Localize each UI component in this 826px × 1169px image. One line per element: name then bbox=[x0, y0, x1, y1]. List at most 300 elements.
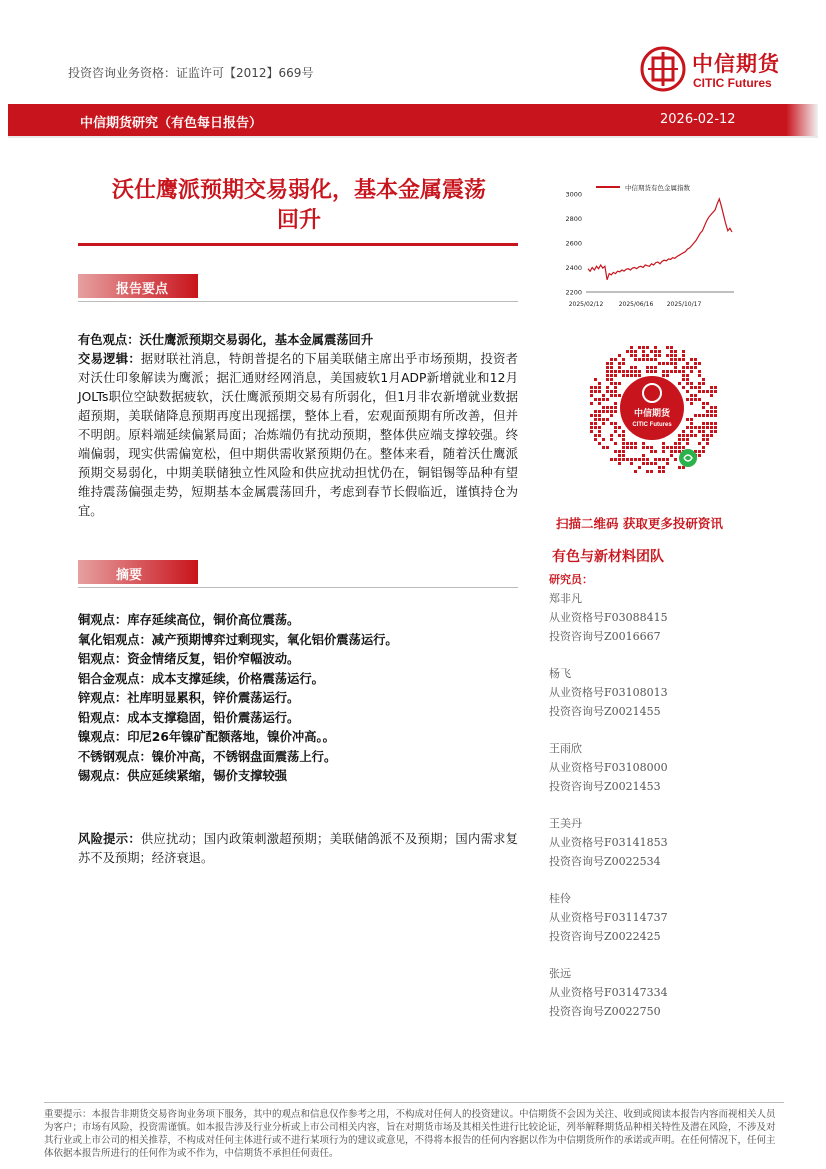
qr-module bbox=[702, 450, 705, 453]
qr-module bbox=[590, 390, 593, 393]
qr-module bbox=[626, 442, 629, 445]
qr-module bbox=[678, 450, 681, 453]
qr-module bbox=[642, 446, 645, 449]
qr-module bbox=[658, 470, 661, 473]
qr-module bbox=[658, 354, 661, 357]
qr-module bbox=[670, 446, 673, 449]
qr-module bbox=[610, 370, 613, 373]
qr-module bbox=[614, 386, 617, 389]
qr-module bbox=[682, 370, 685, 373]
qr-module bbox=[610, 390, 613, 393]
qr-module bbox=[634, 350, 637, 353]
qr-module bbox=[602, 418, 605, 421]
qr-module bbox=[678, 370, 681, 373]
qr-module bbox=[590, 430, 593, 433]
qr-module bbox=[634, 366, 637, 369]
qr-module bbox=[598, 418, 601, 421]
qr-module bbox=[654, 350, 657, 353]
qr-module bbox=[690, 402, 693, 405]
qr-module bbox=[646, 446, 649, 449]
qr-module bbox=[710, 414, 713, 417]
list-item: 锡观点：供应延续紧缩，锡价支撑较强 bbox=[78, 769, 288, 783]
qr-module bbox=[638, 374, 641, 377]
qr-module bbox=[614, 450, 617, 453]
qr-module bbox=[694, 414, 697, 417]
qr-module bbox=[698, 386, 701, 389]
qr-module bbox=[618, 366, 621, 369]
qr-module bbox=[594, 438, 597, 441]
qr-module bbox=[638, 370, 641, 373]
qr-module bbox=[606, 370, 609, 373]
qr-module bbox=[666, 458, 669, 461]
researcher-advisor: 投资咨询号Z0016667 bbox=[549, 630, 661, 643]
qr-module bbox=[646, 358, 649, 361]
qr-module bbox=[622, 374, 625, 377]
qr-module bbox=[634, 470, 637, 473]
qr-module bbox=[626, 350, 629, 353]
qr-module bbox=[702, 378, 705, 381]
qr-module bbox=[650, 462, 653, 465]
qr-module bbox=[634, 458, 637, 461]
logo-cn-text: 中信期货 bbox=[692, 52, 780, 76]
qr-module bbox=[698, 370, 701, 373]
qr-module bbox=[694, 366, 697, 369]
qr-module bbox=[710, 394, 713, 397]
key-points-body bbox=[78, 331, 518, 521]
qr-module bbox=[622, 454, 625, 457]
qr-module bbox=[606, 366, 609, 369]
list-item: 不锈钢观点：镍价冲高，不锈钢盘面震荡上行。 bbox=[78, 749, 337, 764]
report-title bbox=[76, 176, 522, 236]
qr-module bbox=[658, 458, 661, 461]
qr-module bbox=[618, 370, 621, 373]
qr-module bbox=[626, 370, 629, 373]
qr-module bbox=[674, 354, 677, 357]
qr-module bbox=[610, 410, 613, 413]
metals-index-chart bbox=[548, 178, 748, 314]
qr-module bbox=[670, 354, 673, 357]
qr-module bbox=[602, 398, 605, 401]
qr-module bbox=[630, 370, 633, 373]
qr-module bbox=[674, 366, 677, 369]
qr-module bbox=[590, 394, 593, 397]
qr-module bbox=[610, 406, 613, 409]
qr-module bbox=[670, 346, 673, 349]
qr-module bbox=[610, 458, 613, 461]
qr-module bbox=[666, 462, 669, 465]
researcher-advisor: 投资咨询号Z0021455 bbox=[549, 705, 661, 718]
qr-module bbox=[646, 462, 649, 465]
qr-module bbox=[638, 458, 641, 461]
qr-module bbox=[682, 374, 685, 377]
qr-module bbox=[606, 418, 609, 421]
qr-module bbox=[654, 358, 657, 361]
section-header-key-points bbox=[78, 274, 518, 298]
risk-text: 供应扰动；国内政策刺激超预期；美联储鸽派不及预期；国内需求复苏不及预期；经济衰退。 bbox=[78, 832, 518, 865]
risk-label: 风险提示： bbox=[78, 832, 141, 846]
qr-module bbox=[642, 350, 645, 353]
qr-module bbox=[686, 390, 689, 393]
qr-module bbox=[694, 434, 697, 437]
qr-module bbox=[674, 358, 677, 361]
qr-module bbox=[690, 358, 693, 361]
qr-module bbox=[698, 414, 701, 417]
qr-module bbox=[654, 450, 657, 453]
qr-module bbox=[646, 370, 649, 373]
qr-module bbox=[674, 442, 677, 445]
qr-module bbox=[666, 346, 669, 349]
qr-module bbox=[630, 346, 633, 349]
qr-module bbox=[714, 422, 717, 425]
legend-label: 中信期货有色金属指数 bbox=[625, 184, 690, 192]
qr-module bbox=[610, 438, 613, 441]
qr-module bbox=[614, 382, 617, 385]
qr-module bbox=[710, 390, 713, 393]
qr-module bbox=[662, 470, 665, 473]
qr-module bbox=[602, 394, 605, 397]
researcher-entry bbox=[549, 889, 668, 946]
list-item: 铅观点：成本支撑稳固，铅价震荡运行。 bbox=[78, 710, 300, 725]
report-date: 2026-02-12 bbox=[660, 112, 736, 127]
disclaimer: 重要提示：本报告非期货交易咨询业务项下服务，其中的观点和信息仅作参考之用，不构成对任何人的投资建议。中信期货不会因为关注、收到或阅读本报告内容而视相关人员为客户；市场有风险，投资需谨慎。如本报告涉及行业分析或上市公司相关内容，旨在对期货市场及其相关性进行比较论证，列举解释期货品种相关特性及潜在风险，不涉及对其行业或上市公司的相关推荐，不构成对任何主体进行或不进行某项行为的建议或意见，不得将本报告的任何内容据以作为中信期货所作的承诺或声明。在任何情况下，任何主体依据本报告所进行的任何作为或不作为，中信期货不承担任何责任。 bbox=[44, 1109, 776, 1159]
qr-module bbox=[698, 362, 701, 365]
qr-module bbox=[606, 386, 609, 389]
footer-divider bbox=[44, 1102, 784, 1103]
qr-module bbox=[642, 346, 645, 349]
qr-module bbox=[686, 418, 689, 421]
qr-module bbox=[622, 370, 625, 373]
qr-module bbox=[602, 410, 605, 413]
qr-module bbox=[590, 422, 593, 425]
qr-module bbox=[702, 446, 705, 449]
team-name: 有色与新材料团队 bbox=[552, 549, 664, 565]
qr-module bbox=[610, 358, 613, 361]
qr-module bbox=[674, 362, 677, 365]
qr-module bbox=[706, 410, 709, 413]
qr-module bbox=[678, 442, 681, 445]
qr-module bbox=[638, 346, 641, 349]
qr-module bbox=[670, 362, 673, 365]
report-title-line2: 回升 bbox=[276, 208, 321, 233]
qr-code[interactable] bbox=[584, 325, 720, 507]
qr-module bbox=[710, 410, 713, 413]
qr-module bbox=[638, 466, 641, 469]
qr-module bbox=[714, 390, 717, 393]
qr-module bbox=[682, 366, 685, 369]
qr-caption: 扫描二维码 获取更多投研资讯 bbox=[556, 516, 723, 531]
qr-module bbox=[610, 374, 613, 377]
y-tick-label: 2800 bbox=[565, 215, 582, 223]
qr-module bbox=[634, 358, 637, 361]
qr-module bbox=[682, 446, 685, 449]
qr-module bbox=[590, 426, 593, 429]
qr-module bbox=[674, 350, 677, 353]
qr-module bbox=[686, 382, 689, 385]
qr-module bbox=[602, 422, 605, 425]
qr-module bbox=[698, 450, 701, 453]
qr-module bbox=[622, 458, 625, 461]
researcher-advisor: 投资咨询号Z0021453 bbox=[549, 780, 661, 793]
y-tick-label: 2200 bbox=[565, 288, 582, 297]
qr-module bbox=[662, 442, 665, 445]
qr-module bbox=[662, 374, 665, 377]
qr-module bbox=[634, 446, 637, 449]
qr-module bbox=[714, 414, 717, 417]
qr-module bbox=[702, 382, 705, 385]
qr-module bbox=[690, 434, 693, 437]
qr-module bbox=[714, 410, 717, 413]
qr-module bbox=[606, 374, 609, 377]
qr-module bbox=[682, 386, 685, 389]
qr-module bbox=[698, 454, 701, 457]
researcher-cert: 从业资格号F03108013 bbox=[549, 686, 668, 699]
qr-module bbox=[622, 362, 625, 365]
qr-module bbox=[614, 406, 617, 409]
qr-module bbox=[594, 378, 597, 381]
report-series-title: 中信期货研究（有色每日报告） bbox=[80, 116, 263, 131]
qr-module bbox=[634, 442, 637, 445]
qr-module bbox=[626, 374, 629, 377]
qr-module bbox=[630, 366, 633, 369]
qr-module bbox=[594, 422, 597, 425]
qr-module bbox=[594, 426, 597, 429]
researcher-entry bbox=[549, 739, 668, 796]
qr-module bbox=[630, 374, 633, 377]
qr-module bbox=[678, 358, 681, 361]
qr-module bbox=[618, 354, 621, 357]
qr-module bbox=[598, 398, 601, 401]
qr-module bbox=[618, 454, 621, 457]
qr-module bbox=[694, 426, 697, 429]
qr-module bbox=[630, 446, 633, 449]
qr-module bbox=[662, 362, 665, 365]
qr-module bbox=[710, 434, 713, 437]
qr-module bbox=[614, 458, 617, 461]
qr-module bbox=[602, 446, 605, 449]
qr-module bbox=[650, 450, 653, 453]
researcher-name: 杨飞 bbox=[549, 667, 571, 680]
researcher-advisor: 投资咨询号Z0022534 bbox=[549, 855, 661, 868]
qr-module bbox=[650, 370, 653, 373]
researcher-cert: 从业资格号F03114737 bbox=[549, 911, 668, 924]
qr-module bbox=[686, 434, 689, 437]
qr-module bbox=[690, 426, 693, 429]
qr-module bbox=[630, 350, 633, 353]
qr-module bbox=[614, 442, 617, 445]
qr-module bbox=[626, 458, 629, 461]
qr-module bbox=[598, 390, 601, 393]
qr-module bbox=[686, 366, 689, 369]
qr-module bbox=[594, 414, 597, 417]
qr-module bbox=[594, 418, 597, 421]
qr-module bbox=[606, 410, 609, 413]
section-label: 摘要 bbox=[116, 568, 143, 583]
logic-text: 据财联社消息，特朗普提名的下届美联储主席出乎市场预期，投资者对沃仕印象解读为鹰派；据汇通财经网消息，美国疲软1月ADP新增就业和12月JOLTs职位空缺数据疲软，沃仕鹰派预期交易有所弱化，但1月非农新增就业数据超预期，美联储降息预期再度出现摇摆，整体上看，宏观面预期有所改善，但并不明朗。原料端延续偏紧局面；冶炼端仍有扰动预期，整体供应端支撑较强。终端偏弱，现实供需偏宽松，但中期供需收紧预期仍在。整体来看，随着沃仕鹰派预期交易弱化，中期美联储独立性风险和供应扰动担忧仍在，铜铝锡等品种有望维持震荡偏强走势，短期基本金属震荡回升，考虑到春节长假临近，谨慎持仓为宜。 bbox=[78, 352, 518, 518]
qr-module bbox=[622, 430, 625, 433]
qr-module bbox=[706, 390, 709, 393]
qr-module bbox=[614, 426, 617, 429]
qr-center-en: CITIC Futures bbox=[632, 422, 672, 428]
qr-module bbox=[646, 458, 649, 461]
qr-module bbox=[702, 430, 705, 433]
qr-module bbox=[686, 438, 689, 441]
qr-module bbox=[598, 442, 601, 445]
list-item: 铜观点：库存延续高位，铜价高位震荡。 bbox=[78, 613, 300, 627]
qr-module bbox=[654, 462, 657, 465]
qr-module bbox=[666, 362, 669, 365]
qr-module bbox=[662, 450, 665, 453]
qr-module bbox=[702, 426, 705, 429]
qr-module bbox=[658, 350, 661, 353]
qr-module bbox=[590, 386, 593, 389]
section-label: 报告要点 bbox=[116, 282, 169, 297]
qr-module bbox=[686, 442, 689, 445]
qr-module bbox=[622, 450, 625, 453]
mini-program-icon bbox=[679, 449, 697, 467]
qr-module bbox=[622, 358, 625, 361]
qr-module bbox=[622, 442, 625, 445]
qr-module bbox=[598, 434, 601, 437]
qr-module bbox=[678, 438, 681, 441]
qr-module bbox=[614, 374, 617, 377]
qr-module bbox=[642, 354, 645, 357]
qr-module bbox=[590, 414, 593, 417]
researcher-cert: 从业资格号F03088415 bbox=[549, 611, 668, 624]
qr-module bbox=[662, 446, 665, 449]
qr-module bbox=[594, 434, 597, 437]
report-title-line1: 沃仕鹰派预期交易弱化，基本金属震荡 bbox=[111, 178, 486, 203]
qr-module bbox=[630, 458, 633, 461]
qr-module bbox=[642, 442, 645, 445]
qr-module bbox=[670, 358, 673, 361]
qualification-text: 投资咨询业务资格：证监许可【2012】669号 bbox=[68, 66, 314, 80]
summary-list bbox=[78, 611, 518, 787]
qr-module bbox=[690, 366, 693, 369]
researcher-advisor: 投资咨询号Z0022750 bbox=[549, 1005, 661, 1018]
logic-label: 交易逻辑： bbox=[78, 352, 141, 366]
qr-module bbox=[662, 458, 665, 461]
qr-module bbox=[690, 386, 693, 389]
qr-module bbox=[598, 410, 601, 413]
qr-module bbox=[690, 394, 693, 397]
qr-module bbox=[594, 390, 597, 393]
qr-module bbox=[606, 378, 609, 381]
qr-module bbox=[634, 374, 637, 377]
qr-module bbox=[626, 446, 629, 449]
qr-module bbox=[714, 430, 717, 433]
qr-module bbox=[606, 446, 609, 449]
qr-module bbox=[618, 362, 621, 365]
y-tick-label: 3000 bbox=[565, 190, 582, 199]
researcher-label: 研究员： bbox=[549, 573, 593, 586]
qr-module bbox=[706, 414, 709, 417]
qr-module bbox=[702, 438, 705, 441]
qr-module bbox=[682, 466, 685, 469]
qr-module bbox=[618, 458, 621, 461]
qr-module bbox=[618, 382, 621, 385]
qr-module bbox=[614, 422, 617, 425]
qr-module bbox=[698, 442, 701, 445]
qr-module bbox=[610, 366, 613, 369]
qr-module bbox=[650, 358, 653, 361]
qr-module bbox=[654, 346, 657, 349]
researcher-advisor: 投资咨询号Z0022425 bbox=[549, 930, 661, 943]
researcher-cert: 从业资格号F03147334 bbox=[549, 986, 668, 999]
qr-module bbox=[594, 410, 597, 413]
citic-logo bbox=[640, 46, 810, 94]
qr-module bbox=[710, 422, 713, 425]
qr-module bbox=[610, 414, 613, 417]
header-bar-fade bbox=[786, 104, 818, 136]
qr-module bbox=[706, 442, 709, 445]
section-header-summary bbox=[78, 560, 518, 584]
qr-module bbox=[682, 350, 685, 353]
qr-module bbox=[682, 358, 685, 361]
qr-module bbox=[654, 354, 657, 357]
qr-module bbox=[690, 418, 693, 421]
qr-module bbox=[714, 406, 717, 409]
researcher-name: 王美丹 bbox=[549, 817, 582, 830]
qr-module bbox=[646, 470, 649, 473]
qr-module bbox=[650, 366, 653, 369]
qr-module bbox=[706, 426, 709, 429]
qr-module bbox=[646, 354, 649, 357]
x-tick-label: 2025/02/12 bbox=[568, 301, 604, 308]
list-item: 铝观点：资金情绪反复，铝价窄幅波动。 bbox=[78, 652, 300, 666]
researcher-name: 桂伶 bbox=[549, 892, 571, 905]
qr-module bbox=[618, 450, 621, 453]
x-tick-label: 2025/06/16 bbox=[618, 301, 654, 308]
list-item: 铝合金观点：成本支撑延续，价格震荡运行。 bbox=[78, 671, 324, 686]
qr-module bbox=[658, 466, 661, 469]
qr-module bbox=[674, 458, 677, 461]
qr-module bbox=[702, 406, 705, 409]
qr-module bbox=[594, 386, 597, 389]
qr-module bbox=[666, 354, 669, 357]
citic-emblem-icon bbox=[640, 46, 686, 92]
qr-module bbox=[686, 398, 689, 401]
qr-module bbox=[606, 362, 609, 365]
title-divider bbox=[78, 243, 518, 246]
qr-module bbox=[606, 406, 609, 409]
view-label: 有色观点： bbox=[78, 333, 140, 347]
qr-module bbox=[614, 370, 617, 373]
qr-module bbox=[694, 386, 697, 389]
qr-module bbox=[598, 382, 601, 385]
qr-module bbox=[594, 398, 597, 401]
qr-module bbox=[622, 434, 625, 437]
qr-module bbox=[630, 354, 633, 357]
y-tick-label: 2600 bbox=[565, 239, 582, 248]
qr-module bbox=[678, 382, 681, 385]
qr-module bbox=[670, 350, 673, 353]
qr-module bbox=[678, 446, 681, 449]
logic-paragraph bbox=[78, 350, 518, 521]
qr-module bbox=[642, 454, 645, 457]
qr-module bbox=[706, 438, 709, 441]
x-tick-label: 2025/10/17 bbox=[666, 301, 702, 308]
qr-module bbox=[710, 386, 713, 389]
qr-module bbox=[710, 426, 713, 429]
qr-module bbox=[714, 426, 717, 429]
researcher-cert: 从业资格号F03141853 bbox=[549, 836, 668, 849]
qr-module bbox=[610, 382, 613, 385]
logo-en-text: CITIC Futures bbox=[693, 76, 772, 90]
qr-module bbox=[606, 390, 609, 393]
researcher-entry bbox=[549, 664, 668, 721]
researcher-entry bbox=[549, 589, 668, 646]
qr-module bbox=[614, 430, 617, 433]
